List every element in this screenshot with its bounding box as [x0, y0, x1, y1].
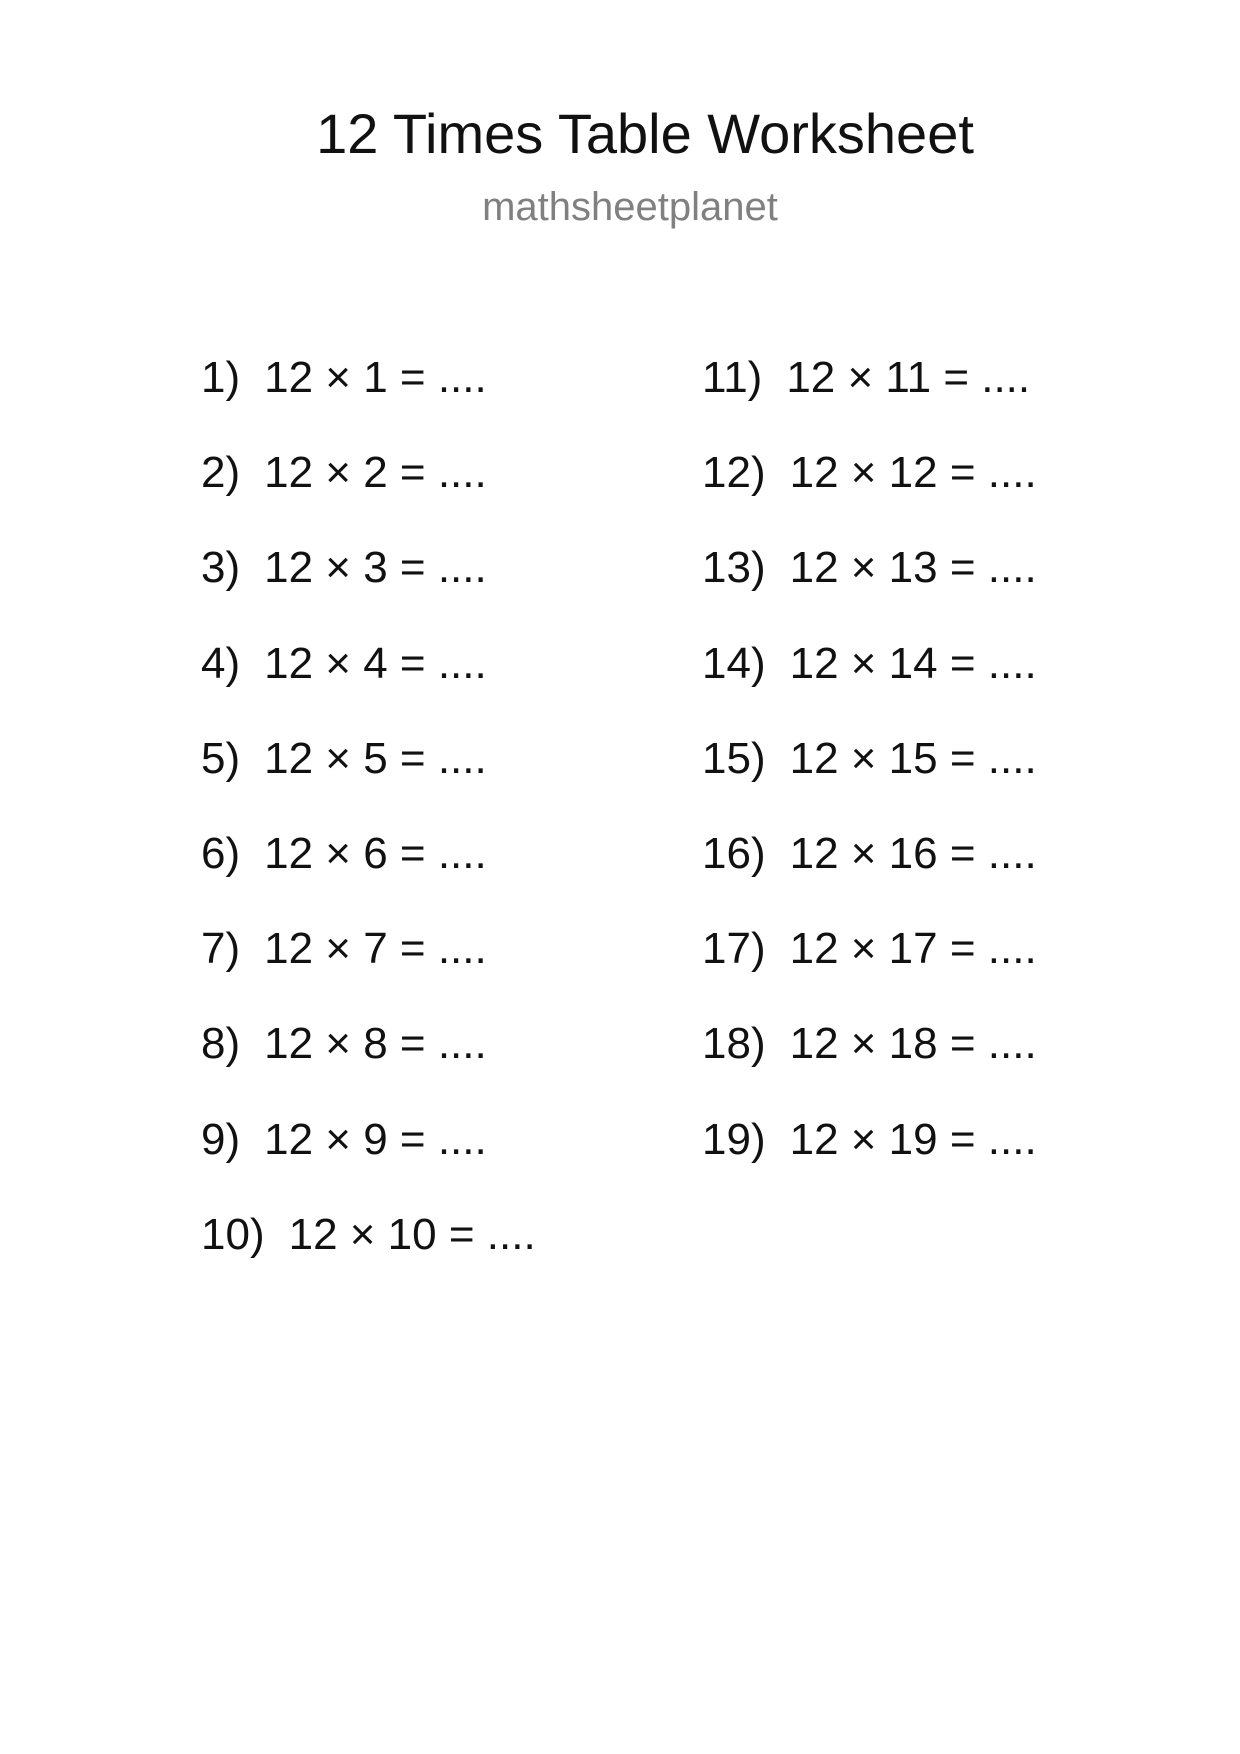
problem-number: 6): [201, 828, 241, 878]
problem-expression: 12 × 11 = ....: [786, 353, 1031, 402]
problem-number: 9): [201, 1114, 241, 1164]
problem-item: [702, 824, 1037, 919]
problem-number: 12): [702, 448, 766, 498]
problem-item: [201, 729, 536, 824]
problem-number: 1): [201, 353, 241, 402]
problem-column-left: [201, 348, 536, 1300]
problem-number: 18): [702, 1019, 766, 1069]
problem-item: [201, 443, 536, 538]
problem-expression: 12 × 7 = ....: [264, 924, 487, 974]
problem-number: 19): [702, 1114, 766, 1164]
problem-expression: 12 × 8 = ....: [264, 1019, 487, 1069]
problem-expression: 12 × 19 = ....: [789, 1114, 1037, 1164]
problem-expression: 12 × 16 = ....: [789, 828, 1037, 878]
problem-column-right: [702, 348, 1037, 1205]
problem-expression: 12 × 3 = ....: [264, 543, 487, 593]
problem-expression: 12 × 10 = ....: [288, 1209, 536, 1259]
problem-expression: 12 × 17 = ....: [789, 924, 1037, 974]
problem-item: [201, 348, 536, 443]
problem-item: [201, 919, 536, 1014]
problem-expression: 12 × 13 = ....: [789, 543, 1037, 593]
problem-item: [201, 1110, 536, 1205]
problem-item: [702, 348, 1037, 443]
problem-expression: 12 × 5 = ....: [264, 733, 487, 783]
problem-expression: 12 × 6 = ....: [264, 828, 487, 878]
problem-number: 4): [201, 638, 241, 688]
problem-expression: 12 × 1 = ....: [264, 353, 487, 402]
problem-item: [702, 1014, 1037, 1109]
problem-item: [201, 538, 536, 633]
page-title: 12 Times Table Worksheet: [316, 102, 974, 165]
problem-item: [702, 443, 1037, 538]
problem-number: 15): [702, 733, 766, 783]
problem-number: 17): [702, 924, 766, 974]
problem-item: [702, 1110, 1037, 1205]
problem-expression: 12 × 12 = ....: [789, 448, 1037, 498]
problem-number: 2): [201, 448, 241, 498]
problem-item: [201, 824, 536, 919]
problem-item: [201, 1014, 536, 1109]
problem-item: [201, 1205, 536, 1300]
problem-expression: 12 × 18 = ....: [789, 1019, 1037, 1069]
problem-item: [702, 729, 1037, 824]
problem-item: [702, 634, 1037, 729]
problem-number: 11): [702, 353, 763, 402]
problem-expression: 12 × 15 = ....: [789, 733, 1037, 783]
problem-expression: 12 × 2 = ....: [264, 448, 487, 498]
problem-number: 7): [201, 924, 241, 974]
problem-expression: 12 × 9 = ....: [264, 1114, 487, 1164]
problem-number: 16): [702, 828, 766, 878]
problem-expression: 12 × 14 = ....: [789, 638, 1037, 688]
problem-expression: 12 × 4 = ....: [264, 638, 487, 688]
problem-item: [702, 538, 1037, 633]
problem-number: 5): [201, 733, 241, 783]
brand-subtitle: mathsheetplanet: [482, 185, 778, 229]
problem-number: 8): [201, 1019, 241, 1069]
problem-number: 13): [702, 543, 766, 593]
problem-item: [702, 919, 1037, 1014]
problem-number: 10): [201, 1209, 265, 1259]
problem-number: 14): [702, 638, 766, 688]
problem-number: 3): [201, 543, 241, 593]
problem-item: [201, 634, 536, 729]
